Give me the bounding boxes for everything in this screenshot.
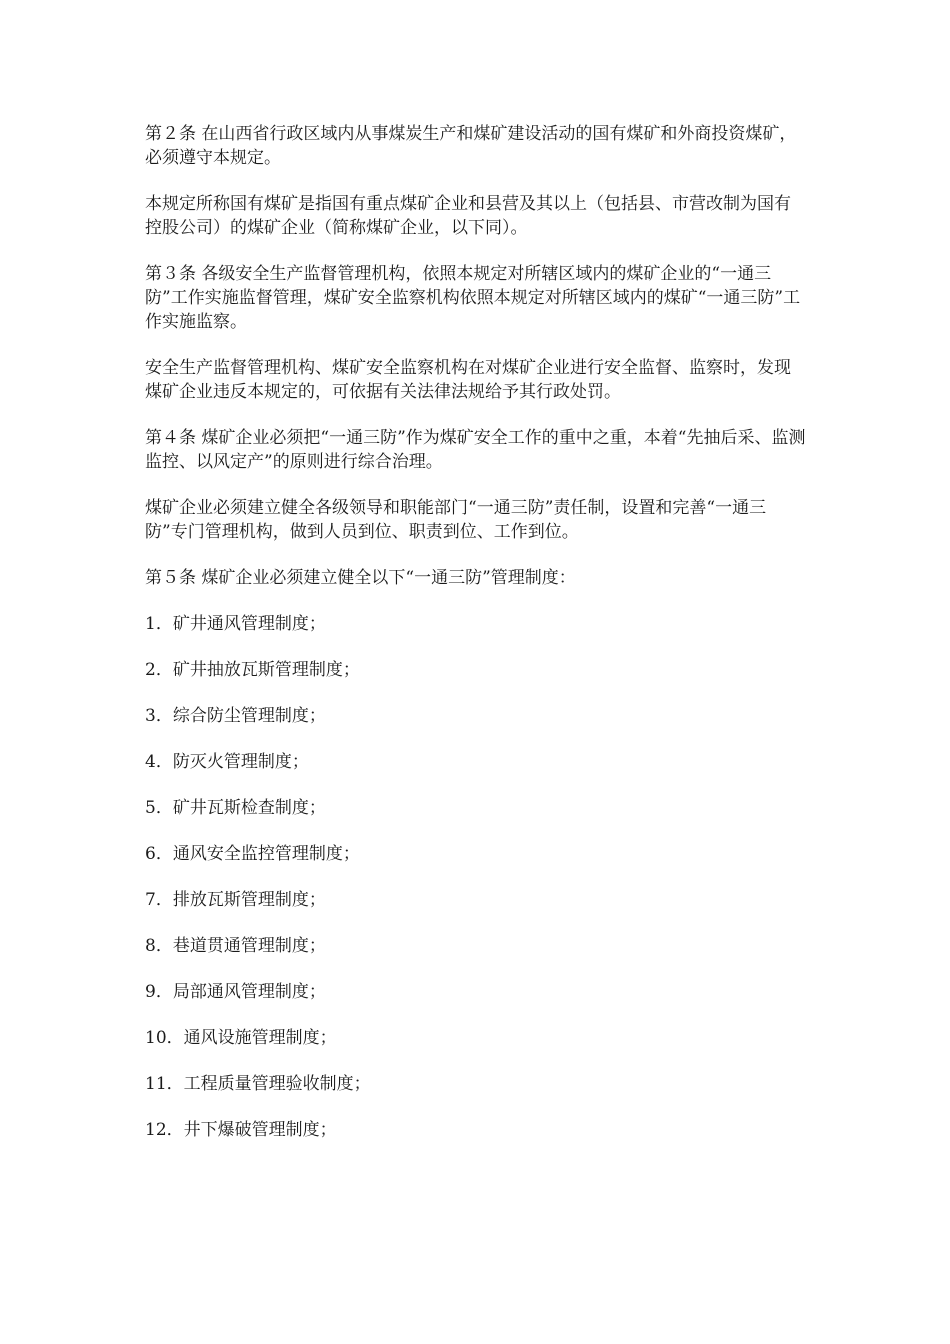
list-item: 7．排放瓦斯管理制度；: [145, 890, 326, 910]
document-body: [145, 122, 807, 1164]
list-item: 11．工程质量管理验收制度；: [145, 1074, 371, 1094]
list-item: 4．防灭火管理制度；: [145, 752, 309, 772]
article-2-definition-paragraph: 本规定所称国有煤矿是指国有重点煤矿企业和县营及其以上（包括县、市营改制为国有控股公司）的煤矿企业（简称煤矿企业，以下同）。: [145, 194, 791, 238]
article-3-paragraph: 第３条 各级安全生产监督管理机构，依照本规定对所辖区域内的煤矿企业的“一通三防”工作实施监督管理，煤矿安全监察机构依照本规定对所辖区域内的煤矿“一通三防”工作实施监察。: [145, 264, 801, 332]
list-item: 8．巷道贯通管理制度；: [145, 936, 326, 956]
list-item: 9．局部通风管理制度；: [145, 982, 326, 1002]
article-3-penalty-paragraph: 安全生产监督管理机构、煤矿安全监察机构在对煤矿企业进行安全监督、监察时，发现煤矿企业违反本规定的，可依据有关法律法规给予其行政处罚。: [145, 358, 791, 402]
list-item: 3．综合防尘管理制度；: [145, 706, 326, 726]
list-item: 5．矿井瓦斯检查制度；: [145, 798, 326, 818]
list-item: 2．矿井抽放瓦斯管理制度；: [145, 660, 360, 680]
article-5-paragraph: 第５条 煤矿企业必须建立健全以下“一通三防”管理制度：: [145, 568, 576, 588]
list-item: 12．井下爆破管理制度；: [145, 1120, 337, 1140]
list-item: 1．矿井通风管理制度；: [145, 614, 326, 634]
list-item: 10．通风设施管理制度；: [145, 1028, 337, 1048]
article-4-paragraph: 第４条 煤矿企业必须把“一通三防”作为煤矿安全工作的重中之重，本着“先抽后采、监测监控、以风定产”的原则进行综合治理。: [145, 428, 806, 472]
article-4-responsibility-paragraph: 煤矿企业必须建立健全各级领导和职能部门“一通三防”责任制，设置和完善“一通三防”专门管理机构，做到人员到位、职责到位、工作到位。: [145, 498, 767, 542]
article-2-paragraph: 第２条 在山西省行政区域内从事煤炭生产和煤矿建设活动的国有煤矿和外商投资煤矿，必须遵守本规定。: [145, 124, 797, 168]
list-item: 6．通风安全监控管理制度；: [145, 844, 360, 864]
